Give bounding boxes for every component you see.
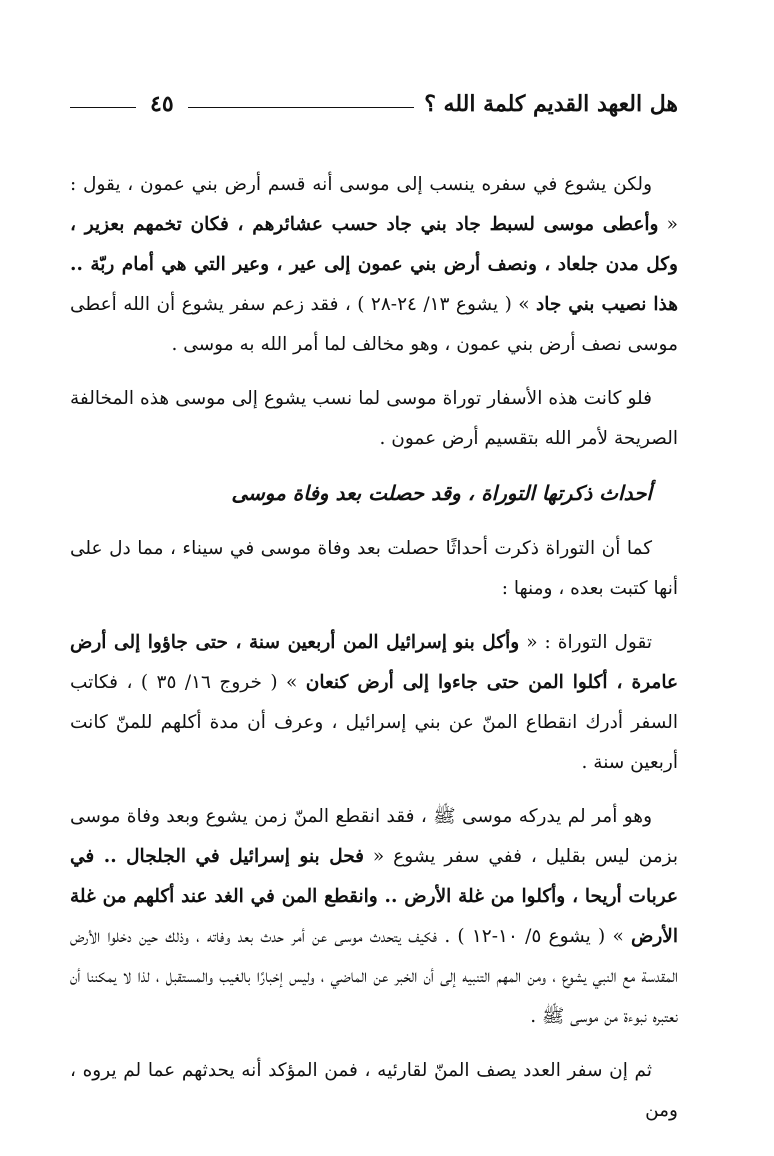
paragraph-5 <box>70 797 678 1037</box>
page-body <box>70 165 678 1145</box>
paragraph-text: تقول التوراة : « <box>519 632 652 653</box>
paragraph-2: فلو كانت هذه الأسفار توراة موسى لما نسب يشوع إلى موسى هذه المخالفة الصريحة لأمر الله بتقسيم أرض عمون . <box>70 388 678 449</box>
page-number: ٤٥ <box>150 91 174 117</box>
header-rule-short <box>70 107 136 108</box>
running-title: هل العهد القديم كلمة الله ؟ <box>424 91 678 117</box>
paragraph-text: ولكن يشوع في سفره ينسب إلى موسى أنه قسم أرض بني عمون ، يقول : « <box>70 174 679 235</box>
header-rule <box>188 107 415 108</box>
quote-bold: وأعطى موسى لسبط جاد بني جاد حسب عشائرهم ، فكان تخمهم بعزير ، وكل مدن جلعاد ، ونصف أرض بني عمون إلى عير ، وعير التي هي أمام ربّة .. هذا نصيب بني جاد <box>70 214 678 315</box>
paragraph-text: » ( يشوع ٥/ ١٠-١٢ ) . فكيف يتحدث موسى عن أمر حدث بعد وفاته ، وذلك حين دخلوا الأرض المقدسة مع النبي يشوع ، ومن المهم التنبيه إلى أن الخبر عن الماضي ، وليس إخبارًا بالغيب والمستقبل ، لذا لا يمكننا أن نعتبره نبوءة من موسى ﷺ . <box>70 926 678 1027</box>
quote-bold: وأكل بنو إسرائيل المن أربعين سنة ، حتى جاؤوا إلى أرض عامرة ، أكلوا المن حتى جاءوا إلى أرض كنعان <box>70 632 679 693</box>
paragraph-1 <box>70 165 678 365</box>
quote-bold: فحل بنو إسرائيل في الجلجال .. في عربات أريحا ، وأكلوا من غلة الأرض .. وانقطع المن في الغد عند أكلهم من غلة الأرض <box>70 846 678 947</box>
running-header <box>70 84 678 124</box>
paragraph-4 <box>70 623 678 783</box>
section-heading: أحداث ذكرتها التوراة ، وقد حصلت بعد وفاة موسى <box>231 481 652 505</box>
paragraph-text: وهو أمر لم يدركه موسى ﷺ ، فقد انقطع المنّ زمن يشوع وبعد وفاة موسى بزمن ليس بقليل ، ففي سفر يشوع « <box>70 806 678 867</box>
paragraph-text: » ( خروج ١٦/ ٣٥ ) ، فكاتب السفر أدرك انقطاع المنّ عن بني إسرائيل ، وعرف أن مدة أكلهم للمنّ كانت أربعين سنة . <box>70 672 678 773</box>
paragraph-text: » ( يشوع ١٣/ ٢٤-٢٨ ) ، فقد زعم سفر يشوع أن الله أعطى موسى نصف أرض بني عمون ، وهو مخالف لما أمر الله به موسى . <box>70 294 678 355</box>
paragraph-6: ثم إن سفر العدد يصف المنّ لقارئيه ، فمن المؤكد أنه يحدثهم عما لم يروه ، ومن <box>70 1060 678 1121</box>
paragraph-3: كما أن التوراة ذكرت أحداثًا حصلت بعد وفاة موسى في سيناء ، مما دل على أنها كتبت بعده ، ومنها : <box>70 538 678 599</box>
